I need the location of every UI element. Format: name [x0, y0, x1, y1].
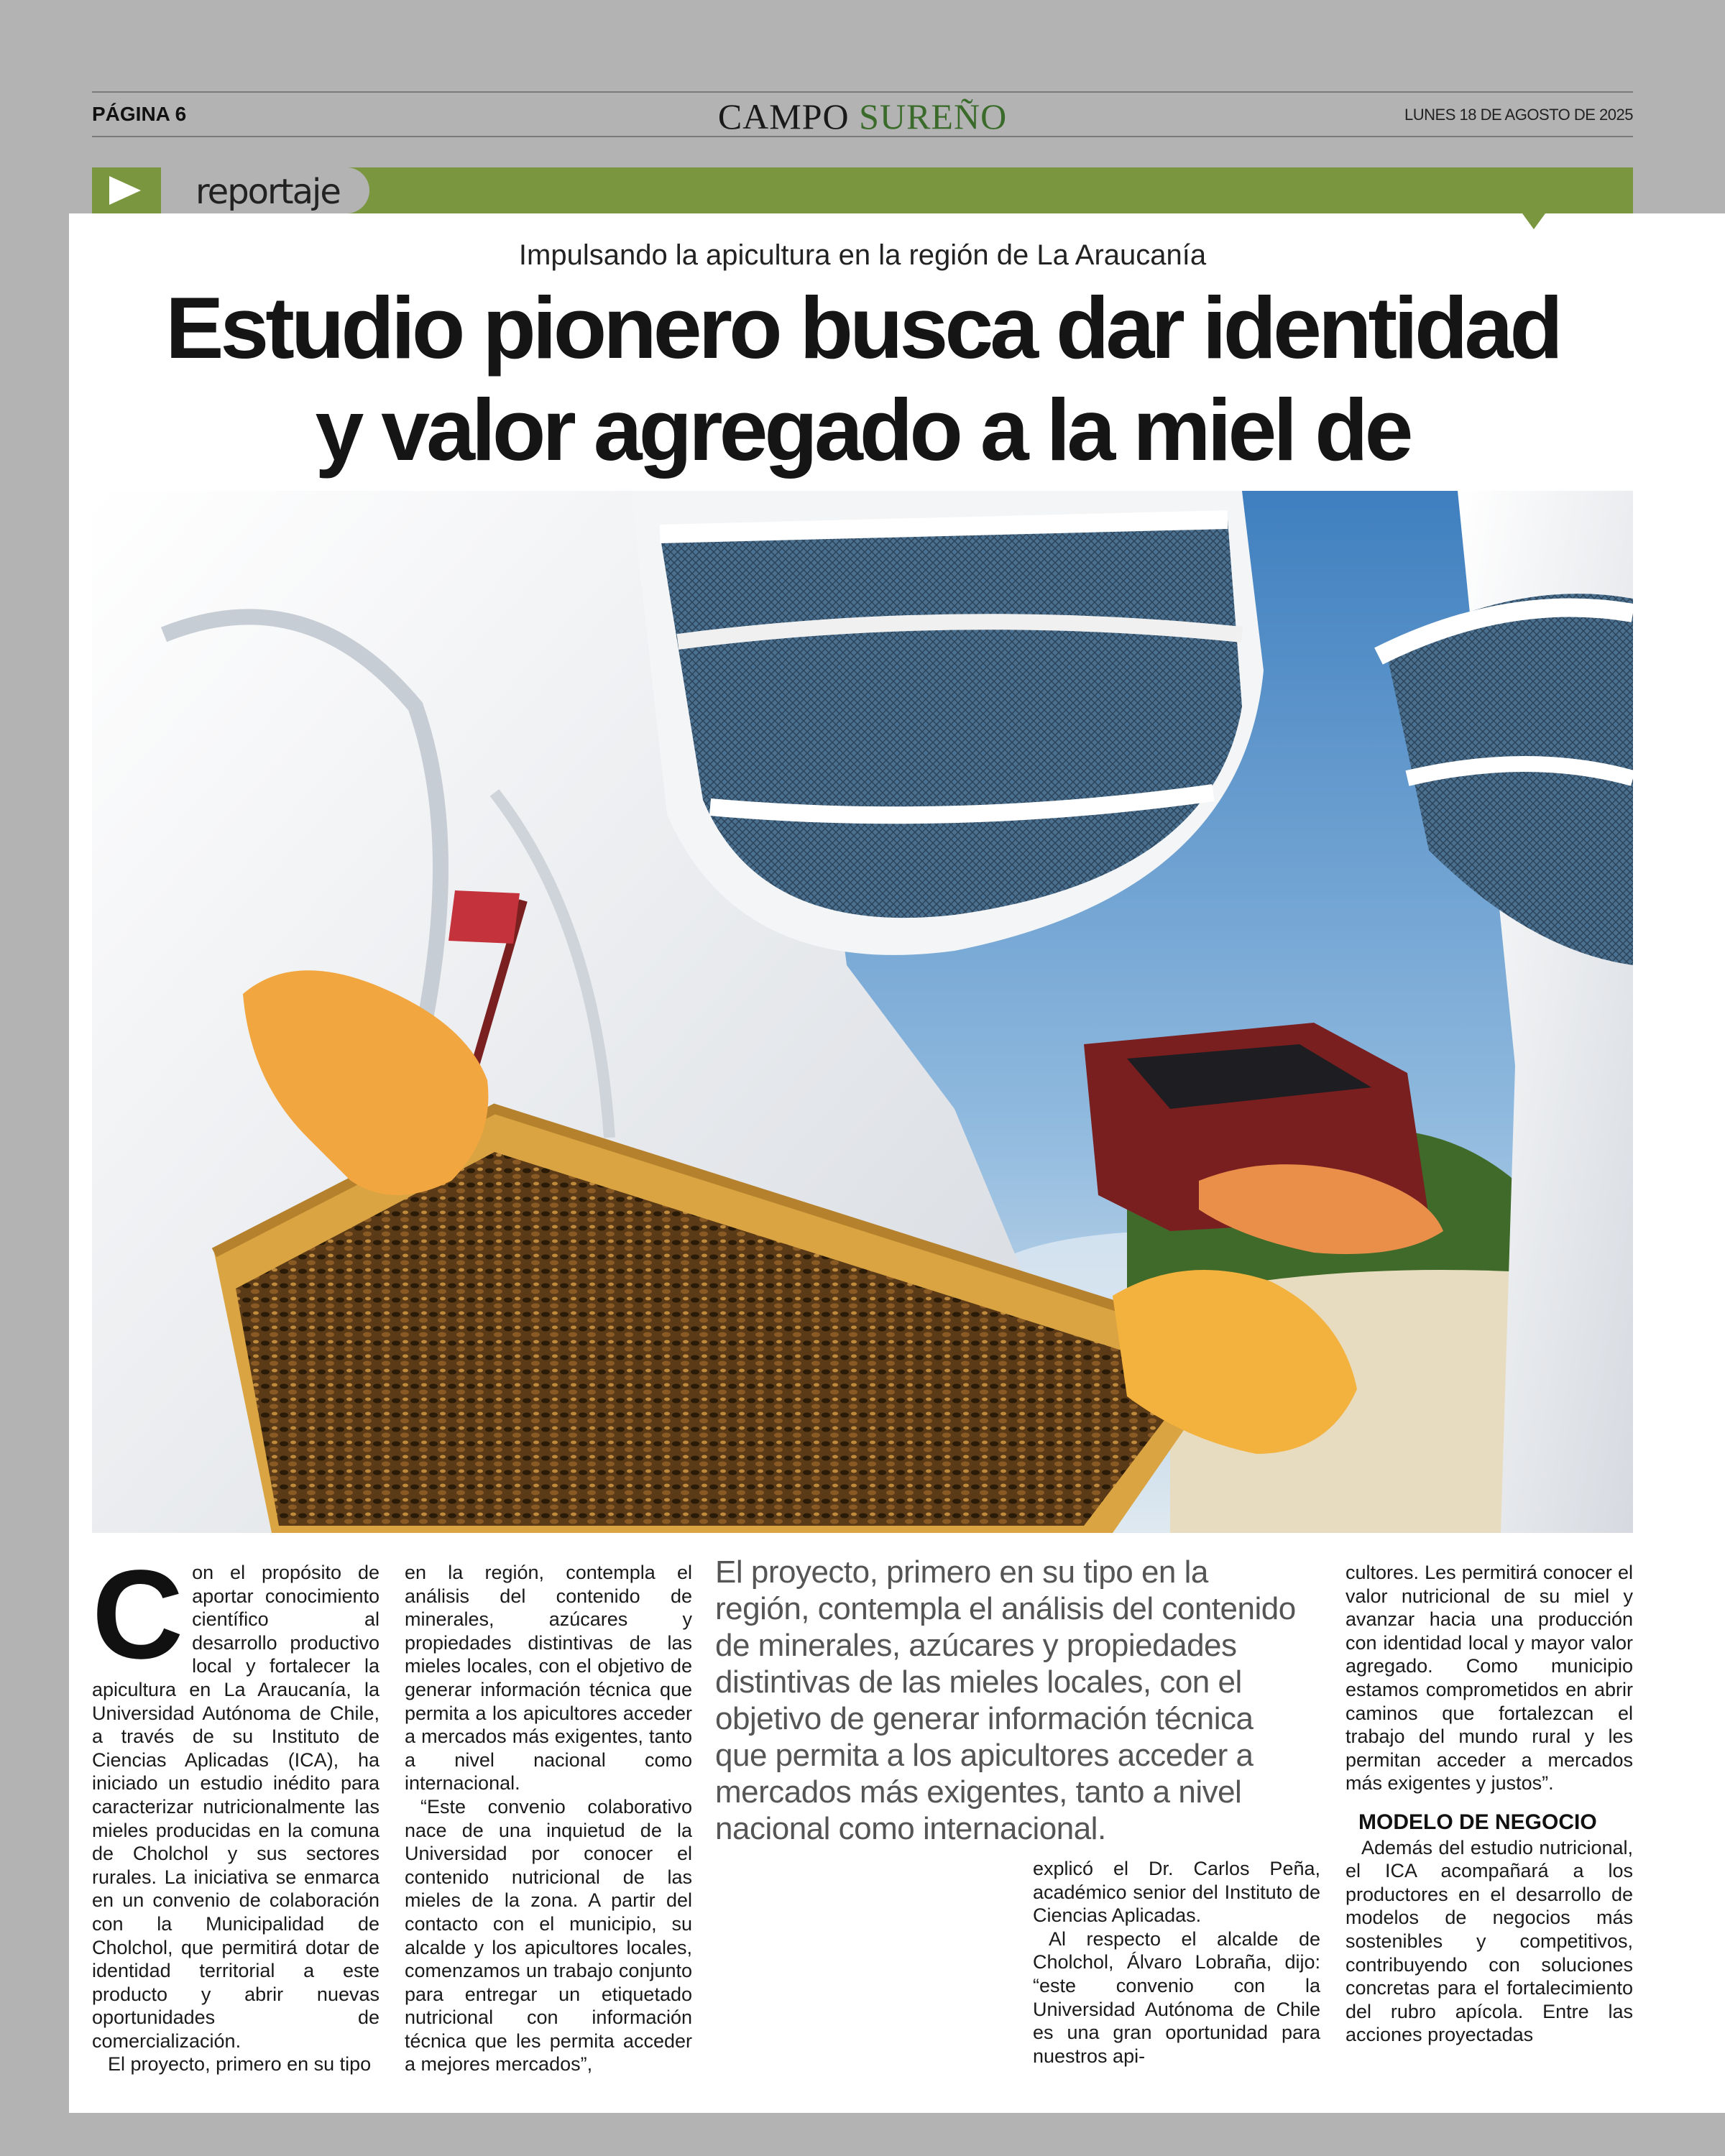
issue-date: LUNES 18 DE AGOSTO DE 2025	[1404, 106, 1633, 124]
beekeepers-illustration	[92, 491, 1633, 1533]
headline-line-2: y valor agregado a la miel de	[315, 381, 1410, 479]
body-paragraph: El proyecto, primero en su tipo	[108, 2053, 372, 2076]
article-column-1	[92, 1544, 380, 2076]
band-notch	[1522, 213, 1545, 229]
body-paragraph: Además del estudio nutricional, el ICA acompañará a los productores en el desarrollo de modelos de negocios más sostenibles y competitivos, contribuyendo con soluciones concretas para el fortalecimiento del rubro apícola. Entre las acciones proyectadas	[1346, 1836, 1633, 2046]
body-paragraph: explicó el Dr. Carlos Peña, académico senior del Instituto de Ciencias Aplicadas.	[1033, 1858, 1320, 1927]
section-subhead: MODELO DE NEGOCIO	[1358, 1810, 1597, 1834]
top-rule	[92, 91, 1633, 93]
pull-quote: El proyecto, primero en su tipo en la región, contempla el análisis del contenido de minerales, azúcares y propiedades distintivas de las mieles locales, con el objetivo de generar información técnica que permita a los apicultores acceder a mercados más exigentes, tanto a nivel nacional como internacional.	[715, 1554, 1296, 1846]
article-kicker: Impulsando la apicultura en la región de La Araucanía	[518, 239, 1207, 271]
drop-cap: C	[92, 1544, 184, 1685]
section-label: reportaje	[196, 172, 340, 212]
article-column-2	[405, 1561, 692, 2076]
body-paragraph: en la región, contempla el análisis del contenido de minerales, azúcares y propiedades distintivas de las mieles locales, con el objetivo de generar información técnica que permita a los apicultores acceder a mercados más exigentes, tanto a nivel nacional como internacional.	[405, 1562, 692, 1795]
article-column-4	[1346, 1561, 1633, 2047]
body-paragraph: “Este convenio colaborativo nace de una inquietud de la Universidad por conocer el contenido nutricional de las mieles de la zona. A partir del contacto con el municipio, su alcalde y los apicultores locales, comenzamos un trabajo conjunto para entregar un etiquetado nutricional con información técnica que les permita acceder a mejores mercados”,	[405, 1795, 692, 2076]
brand-word-2: SUREÑO	[859, 96, 1008, 137]
page-number: PÁGINA 6	[92, 103, 187, 125]
body-paragraph: Al respecto el alcalde de Cholchol, Álvaro Lobraña, dijo: “este convenio con la Universidad Autónoma de Chile es una gran oportunidad para nuestros api-	[1033, 1927, 1320, 2067]
headline-line-1: Estudio pionero busca dar identidad	[165, 279, 1560, 377]
body-paragraph: cultores. Les permitirá conocer el valor nutricional de su miel y avanzar hacia una producción con identidad local y mayor valor agregado. Como municipio estamos comprometidos en abrir caminos que fortalezcan el trabajo del mundo rural y les permitan acceder a mercados más exigentes y justos”.	[1346, 1562, 1633, 1795]
brand-word-1: CAMPO	[717, 96, 850, 137]
article-photo	[92, 491, 1633, 1533]
article-column-3	[1033, 1857, 1320, 2068]
lead-paragraph: Con el propósito de aportar conocimiento científico al desarrollo productivo local y fortalecer la apicultura en La Araucanía, la Universidad Autónoma de Chile, a través de su Instituto de Ciencias Aplicadas (ICA), ha iniciado un estudio inédito para caracterizar nutricionalmente las mieles producidas en la comuna de Cholchol y sus sectores rurales. La iniciativa se enmarca en un convenio de colaboración con la Municipalidad de Cholchol, que permitirá dotar de identidad territorial a este producto y abrir nuevas oportunidades de comercialización.	[92, 1544, 380, 2052]
section-tab	[161, 167, 369, 213]
play-arrow-icon	[92, 167, 158, 213]
